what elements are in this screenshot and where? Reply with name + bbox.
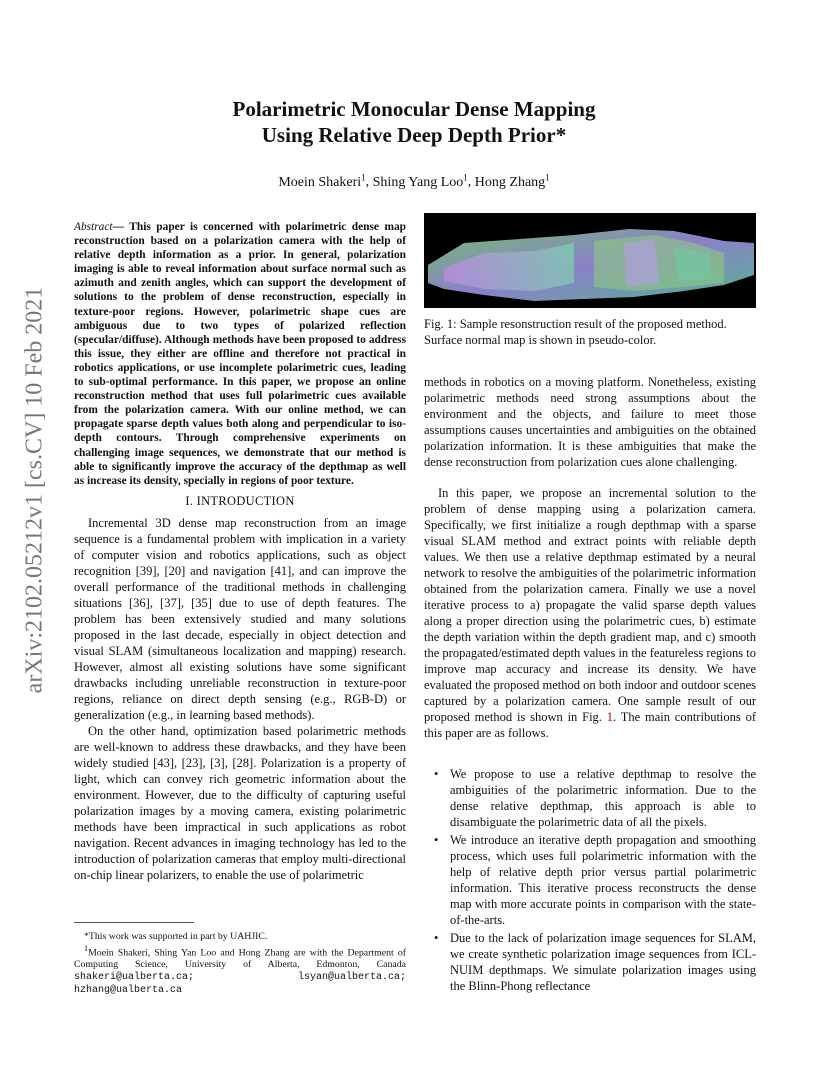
intro-body xyxy=(74,515,406,883)
reconstruction-figure xyxy=(424,213,756,308)
figure-1-link[interactable]: 1 xyxy=(606,710,613,724)
abstract-label: Abstract xyxy=(74,221,113,233)
author-emails: shakeri@ualberta.ca; lsyan@ualberta.ca; hzhang@ualberta.ca xyxy=(74,972,406,997)
intro-paragraph-2: On the other hand, optimization based polarimetric methods are well-known to address these drawbacks, and they have been widely studied [43], [23], [3], [28]. Polarization is a property of light, which can convey rich geometric information about the environment. However, due to the difficulty of capturing useful polarization images by a moving camera, existing polarimetric methods have been impractical in such applications as robot navigation. Recent advances in imaging technology has led to the introduction of polarization cameras that employ multi-directional on-chip linear polarizers, to enable the use of polarimetric xyxy=(74,724,406,882)
author-1: Moein Shakeri$^1$ xyxy=(278,172,366,190)
arxiv-stamp: arXiv:2102.05212v1 [cs.CV] 10 Feb 2021 xyxy=(21,286,48,694)
paper-title xyxy=(0,96,828,148)
title-line-1: Polarimetric Monocular Dense Mapping xyxy=(232,97,596,121)
surface-normal-map-image xyxy=(424,213,756,308)
author-2: Shing Yang Loo$^1$ xyxy=(372,172,468,190)
footnotes xyxy=(74,922,406,997)
title-line-2: Using Relative Deep Depth Prior* xyxy=(261,123,567,147)
list-item: • We propose to use a relative depthmap to resolve the ambiguities of the polarimetric information. Due to the dense relative depthmap, this approach is able to disambiguate the polarimetric data of all the pixels. xyxy=(424,766,756,830)
right-paragraph-2: In this paper, we propose an incremental solution to the problem of dense mapping using a polarization camera. Specifically, we first initialize a rough depthmap with a sparse visual SLAM method and extract points with reliable depth values. We then use a relative depthmap estimated by a neural network to resolve the ambiguities of the polarimetric information obtained from the polarization camera. Finally we use a novel iterative process to a) propagate the valid sparse depth values along a proper direction using the polarimetric cues, b) estimate the depth variation within the depth gradient map, and c) smooth the propagated/estimated depth values in the featureless regions to improve map accuracy and increase its density. We have evaluated the proposed method on both indoor and outdoor scenes captured by a polarization camera. One sample result of our proposed method is shown in Fig. 1. The main contributions of this paper are as follows. xyxy=(424,486,756,740)
footnote-funding: *This work was supported in part by UAHJIC. xyxy=(84,931,268,942)
section-heading: I. INTRODUCTION xyxy=(185,494,295,508)
footnote-rule xyxy=(74,922,194,923)
contributions-list xyxy=(424,766,756,996)
author-list: Moein Shakeri$^1$, Shing Yang Loo$^1$, Hong Zhang$^1$ xyxy=(278,172,550,190)
right-paragraph-1: methods in robotics on a moving platform. Nonetheless, existing polarimetric methods need strong assumptions about the environment and the objects, and failure to meet those assumptions causes uncertainties and ambiguities on the obtained polarization information. It is these ambiguities that make the dense reconstruction from polarization cues alone challenging. xyxy=(424,375,756,469)
footnote-affiliation: $^1$Moein Shakeri, Shing Yan Loo and Hong Zhang are with the Department of Computing Science, University of Alberta, Edmonton, Canada shakeri@ualberta.ca; lsyan@ualberta.ca; hzhang@ualberta.ca xyxy=(74,944,406,997)
intro-paragraph-1: Incremental 3D dense map reconstruction from an image sequence is a fundamental problem with implication in a variety of computer vision and robotics applications, such as object recognition [39], [20] and navigation [41], and can improve the overall performance of the traditional methods in challenging situations [36], [37], [35] due to use of depth features. The problem has been extensively studied and many solutions proposed in the last decade, especially in object detection and visual SLAM (simultaneous localization and mapping) research. However, almost all existing solutions have some significant drawbacks including unreliable reconstruction in texture-poor regions, reliance on direct depth sensing (e.g., RGB-D) or generalization (e.g., in learning based methods). xyxy=(74,516,406,722)
author-3: Hong Zhang$^1$ xyxy=(474,172,550,190)
abstract xyxy=(74,220,406,488)
abstract-text: — This paper is concerned with polarimetric dense map reconstruction based on a polarization camera with the help of relative depth information as a prior. In general, polarization imaging is able to reveal information about surface normal such as azimuth and zenith angles, which can support the development of solutions to the problem of dense reconstruction, especially in texture-poor regions. However, polarimetric shape cues are ambiguous due to two types of polarized reflection (specular/diffuse). Although methods have been proposed to address this issue, they either are offline and therefore not practical in robotics applications, or use incomplete polarimetric cues, leading to sub-optimal performance. In this paper, we propose an online reconstruction method that uses full polarimetric cues available from the polarization camera. With our online method, we can propagate sparse depth values both along and perpendicular to iso-depth contours. Through comprehensive experiments on challenging image sequences, we demonstrate that our method is able to significantly improve the accuracy of the depthmap as well as increase its density, specially in regions of poor texture. xyxy=(74,221,406,487)
figure-caption: Fig. 1: Sample resonstruction result of the proposed method. Surface normal map is shown in pseudo-color. xyxy=(424,317,727,347)
list-item: • We introduce an iterative depth propagation and smoothing process, which uses full polarimetric information with the help of relative depth prior versus partial polarimetric information. This iterative process reconstructs the dense map with more accurate points in comparison with the state-of-the-arts. xyxy=(424,832,756,928)
list-item: • Due to the lack of polarization image sequences for SLAM, we create synthetic polarization image sequences from ICL-NUIM depthmaps. We simulate polarization images using the Blinn-Phong reflectance xyxy=(424,930,756,994)
